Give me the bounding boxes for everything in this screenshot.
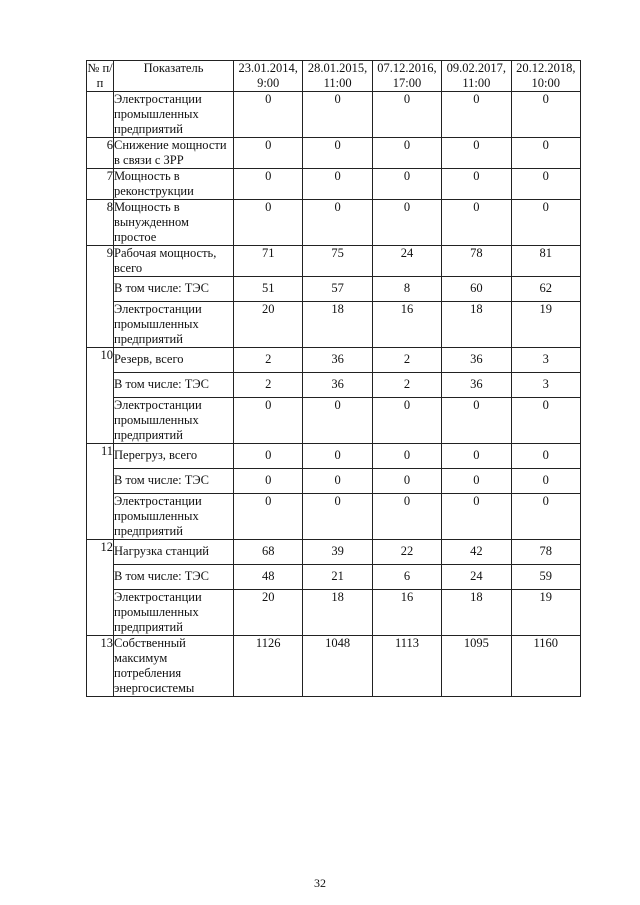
row-value: 81 — [511, 246, 580, 277]
row-value: 68 — [234, 540, 303, 565]
header-date: 09.02.2017, 11:00 — [442, 61, 511, 92]
row-value: 0 — [442, 398, 511, 444]
header-date: 07.12.2016, 17:00 — [372, 61, 441, 92]
row-value: 0 — [372, 469, 441, 494]
row-value: 0 — [372, 398, 441, 444]
row-value: 16 — [372, 590, 441, 636]
row-value: 36 — [303, 373, 372, 398]
row-value: 22 — [372, 540, 441, 565]
row-value: 39 — [303, 540, 372, 565]
row-value: 1048 — [303, 636, 372, 697]
row-value: 8 — [372, 277, 441, 302]
table-row — [87, 169, 581, 200]
row-value: 2 — [372, 373, 441, 398]
row-value: 62 — [511, 277, 580, 302]
row-value: 6 — [372, 565, 441, 590]
row-value: 0 — [442, 138, 511, 169]
row-indicator: В том числе: ТЭС — [114, 373, 234, 398]
row-value: 0 — [303, 169, 372, 200]
row-indicator: Электростанции промышленных предприятий — [114, 590, 234, 636]
row-indicator: Электростанции промышленных предприятий — [114, 92, 234, 138]
row-value: 0 — [511, 398, 580, 444]
row-number: 7 — [87, 169, 114, 200]
row-indicator: В том числе: ТЭС — [114, 565, 234, 590]
row-value: 1113 — [372, 636, 441, 697]
row-number — [87, 92, 114, 138]
row-indicator: Резерв, всего — [114, 348, 234, 373]
row-value: 2 — [372, 348, 441, 373]
row-value: 78 — [442, 246, 511, 277]
row-value: 20 — [234, 590, 303, 636]
row-value: 18 — [442, 590, 511, 636]
row-value: 78 — [511, 540, 580, 565]
row-value: 0 — [372, 444, 441, 469]
row-indicator: Рабочая мощность, всего — [114, 246, 234, 277]
table-row — [87, 540, 581, 565]
row-value: 1126 — [234, 636, 303, 697]
row-indicator: Мощность в реконструкции — [114, 169, 234, 200]
row-indicator: Перегруз, всего — [114, 444, 234, 469]
table-row — [87, 373, 581, 398]
row-value: 19 — [511, 302, 580, 348]
row-value: 0 — [511, 200, 580, 246]
header-date: 28.01.2015, 11:00 — [303, 61, 372, 92]
row-value: 0 — [303, 494, 372, 540]
row-value: 0 — [234, 469, 303, 494]
row-value: 0 — [372, 169, 441, 200]
row-indicator: Нагрузка станций — [114, 540, 234, 565]
row-value: 0 — [234, 200, 303, 246]
table-row — [87, 469, 581, 494]
row-value: 24 — [442, 565, 511, 590]
row-value: 2 — [234, 348, 303, 373]
row-value: 0 — [303, 92, 372, 138]
row-value: 0 — [372, 138, 441, 169]
row-indicator: Электростанции промышленных предприятий — [114, 398, 234, 444]
row-value: 0 — [234, 398, 303, 444]
row-value: 48 — [234, 565, 303, 590]
row-value: 0 — [442, 444, 511, 469]
table-row — [87, 444, 581, 469]
row-value: 36 — [442, 348, 511, 373]
row-value: 0 — [442, 92, 511, 138]
row-value: 0 — [234, 138, 303, 169]
row-value: 51 — [234, 277, 303, 302]
row-value: 0 — [303, 138, 372, 169]
row-value: 0 — [303, 444, 372, 469]
row-indicator: Собственный максимум потребления энергосистемы — [114, 636, 234, 697]
table-row — [87, 565, 581, 590]
row-value: 0 — [442, 169, 511, 200]
header-num: № п/п — [87, 61, 113, 90]
row-value: 0 — [442, 494, 511, 540]
header-date: 20.12.2018, 10:00 — [511, 61, 580, 92]
table-row — [87, 92, 581, 138]
table-row — [87, 277, 581, 302]
row-value: 60 — [442, 277, 511, 302]
row-value: 75 — [303, 246, 372, 277]
row-value: 2 — [234, 373, 303, 398]
row-value: 0 — [511, 92, 580, 138]
row-value: 57 — [303, 277, 372, 302]
row-value: 0 — [303, 469, 372, 494]
row-value: 18 — [442, 302, 511, 348]
row-value: 0 — [442, 200, 511, 246]
row-value: 0 — [511, 494, 580, 540]
page-number: 32 — [314, 876, 326, 890]
row-number: 8 — [87, 200, 114, 246]
row-value: 1095 — [442, 636, 511, 697]
table-row — [87, 246, 581, 277]
row-value: 0 — [234, 169, 303, 200]
row-value: 42 — [442, 540, 511, 565]
row-indicator: В том числе: ТЭС — [114, 469, 234, 494]
row-value: 0 — [442, 469, 511, 494]
header-date: 23.01.2014, 9:00 — [234, 61, 303, 92]
row-number: 9 — [87, 246, 114, 348]
row-indicator: Мощность в вынужденном простое — [114, 200, 234, 246]
table-row — [87, 302, 581, 348]
row-number: 13 — [87, 636, 114, 697]
row-value: 18 — [303, 590, 372, 636]
table-row — [87, 636, 581, 697]
table-row — [87, 200, 581, 246]
row-value: 19 — [511, 590, 580, 636]
row-value: 0 — [511, 138, 580, 169]
row-value: 0 — [511, 444, 580, 469]
row-value: 0 — [234, 92, 303, 138]
row-value: 0 — [511, 169, 580, 200]
row-value: 0 — [511, 469, 580, 494]
row-value: 71 — [234, 246, 303, 277]
row-number: 11 — [87, 444, 114, 540]
row-value: 16 — [372, 302, 441, 348]
row-value: 59 — [511, 565, 580, 590]
row-indicator: Снижение мощности в связи с ЗРР — [114, 138, 234, 169]
data-table — [86, 60, 581, 697]
table-row — [87, 590, 581, 636]
table-row — [87, 348, 581, 373]
row-value: 21 — [303, 565, 372, 590]
row-indicator: В том числе: ТЭС — [114, 277, 234, 302]
row-value: 24 — [372, 246, 441, 277]
header-indicator: Показатель — [114, 61, 234, 92]
row-value: 0 — [303, 398, 372, 444]
row-value: 0 — [372, 200, 441, 246]
row-number: 10 — [87, 348, 114, 444]
row-indicator: Электростанции промышленных предприятий — [114, 494, 234, 540]
row-value: 0 — [372, 92, 441, 138]
table-row — [87, 494, 581, 540]
row-value: 0 — [303, 200, 372, 246]
table-row — [87, 138, 581, 169]
row-value: 3 — [511, 348, 580, 373]
header-row — [87, 61, 581, 92]
row-value: 36 — [303, 348, 372, 373]
row-value: 1160 — [511, 636, 580, 697]
row-value: 20 — [234, 302, 303, 348]
row-number: 12 — [87, 540, 114, 636]
row-value: 36 — [442, 373, 511, 398]
row-value: 0 — [234, 444, 303, 469]
row-value: 0 — [372, 494, 441, 540]
table-row — [87, 398, 581, 444]
row-value: 18 — [303, 302, 372, 348]
row-number: 6 — [87, 138, 114, 169]
row-value: 3 — [511, 373, 580, 398]
row-value: 0 — [234, 494, 303, 540]
row-indicator: Электростанции промышленных предприятий — [114, 302, 234, 348]
